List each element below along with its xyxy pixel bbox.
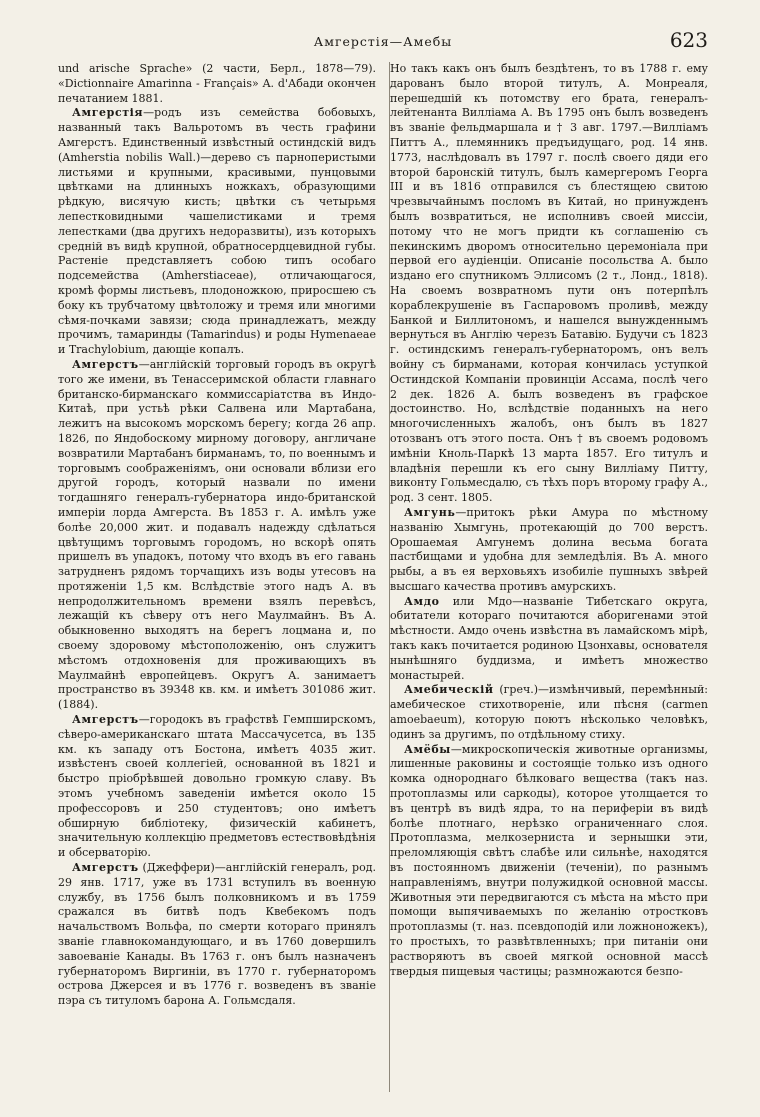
dictionary-entry bbox=[58, 62, 376, 106]
entry-headword: Амдо bbox=[404, 594, 440, 608]
entry-headword: Амебическій bbox=[404, 683, 494, 697]
entry-text: und arische Sprache» (2 части, Берл., 1878—79). «Dictionnaire Amarinna - Français» A. d'Абади окончен печатанием 1881. bbox=[58, 62, 376, 105]
entry-text: —англійскій торговый городъ въ округѣ того же имени, въ Тенассеримской области главнаго британско-бирманскаго коммиссаріатства въ Индо-Китаѣ, при устьѣ рѣки Салвена или Мартабана, лежитъ на высокомъ морскомъ берегу; когда 26 апр. 1826, по Яндобоскому мирному договору, англичане возвратили Мартабанъ бирманамъ, то, по военнымъ и торговымъ соображеніямъ, они основали вблизи его другой городъ, который назвали по имени тогдашняго генералъ-губернатора индо-британской имперіи лорда Амгерста. Въ 1853 г. А. имѣлъ уже болѣе 20,000 жит. и подавалъ надежду сдѣлаться цвѣтущимъ торговымъ городомъ, но вскорѣ опять пришелъ въ упадокъ, потому что входъ въ его гавань затрудненъ рядомъ торчащихъ изъ воды утесовъ на протяженіи 1,5 км. Вслѣдствіе этого надъ А. въ непродолжительномъ времени взялъ перевѣсъ, лежащій къ сѣверу отъ него Маулмайнъ. Въ А. обыкновенно выходятъ на берегъ лоцмана и, по своему здоровому мѣстоположенію, онъ служитъ мѣстомъ отдохновенія для проживающихъ въ Маулмайнѣ европейцевъ. Округъ А. занимаетъ пространство въ 39348 кв. км. и имѣетъ 301086 жит. (1884). bbox=[58, 357, 376, 712]
dictionary-entry bbox=[58, 358, 376, 713]
dictionary-entry bbox=[58, 106, 376, 358]
entry-headword: Амгерстъ bbox=[72, 357, 139, 371]
page-header bbox=[58, 28, 708, 52]
dictionary-entry bbox=[58, 861, 376, 1009]
entry-text: (греч.)—измѣнчивый, перемѣнный: амебическое стихотвореніе, или пѣсня (carmen amoebaeum), которую поютъ нѣсколько человѣкъ, одинъ за другимъ, по отдѣльному стиху. bbox=[390, 683, 708, 741]
entry-text: (Джеффери)—англійскій генералъ, род. 29 янв. 1717, уже въ 1731 вступилъ въ военную службу, въ 1756 былъ полковникомъ и въ 1759 сражался въ битвѣ подъ Квебекомъ подъ начальствомъ Вольфа, по смерти котораго принялъ званіе главнокомандующаго, и въ 1760 довершилъ завоеваніе Канады. Въ 1763 г. онъ былъ назначенъ губернаторомъ Виргиніи, въ 1770 г. губернаторомъ острова Джерсея и въ 1776 г. возведенъ въ званіе пэра съ титуломъ барона А. Гольмсдаля. bbox=[58, 861, 376, 1008]
entry-headword: Амёбы bbox=[404, 742, 451, 756]
entry-headword: Амгерстъ bbox=[72, 713, 139, 727]
entry-headword: Амгунь bbox=[404, 505, 456, 519]
entry-text: —городокъ въ графствѣ Гемпширскомъ, сѣверо-американскаго штата Массачусетса, въ 135 км. къ западу отъ Бостона, имѣетъ 4035 жит. извѣстенъ своей коллегіей, основанной въ 1821 и быстро пріобрѣвшей довольно громкую славу. Въ этомъ учебномъ заведеніи имѣется около 15 профессоровъ и 250 студентовъ; оно имѣетъ обширную библіотеку, физическій кабинетъ, значительную коллекцію предметовъ естествовѣдѣнія и обсерваторію. bbox=[58, 713, 376, 860]
dictionary-entry bbox=[390, 595, 708, 684]
dictionary-entry bbox=[390, 62, 708, 506]
entry-text: Но такъ какъ онъ былъ бездѣтенъ, то въ 1788 г. ему дарованъ было второй титулъ, А. Монреаля, перешедшій къ потомству его брата, генералъ-лейтенанта Вилліама А. Въ 1795 онъ былъ возведенъ въ званіе фельдмаршала и † 3 авг. 1797.—Вилліамъ Питтъ А., племянникъ предъидущаго, род. 14 янв. 1773, наслѣдовалъ въ 1797 г. послѣ своего дяди его второй баронскій титулъ, былъ камергеромъ Георга III и въ 1816 отправился съ блестящею свитою чрезвычайнымъ посломъ въ Китай, но принужденъ былъ возвратиться, не исполнивъ своей миссіи, потому что не могъ придти къ соглашенію съ пекинскимъ дворомъ относительно церемоніала при первой его аудіенціи. Описаніе посольства А. было издано его спутникомъ Эллисомъ (2 т., Лонд., 1818). На своемъ возвратномъ пути онъ потерпѣлъ кораблекрушеніе въ Гаспаровомъ проливѣ, между Банкой и Биллитономъ, и нашелся вынужденнымъ вернуться въ Англію черезъ Батавію. Будучи съ 1823 г. остиндскимъ генералъ-губернаторомъ, онъ велъ войну съ бирманами, которая кончилась уступкой Остиндской Компаніи провинціи Ассама, послѣ чего 2 дек. 1826 А. былъ возведенъ въ графское достоинство. Но, вслѣдствіе поданныхъ на него многочисленныхъ жалобъ, онъ былъ въ 1827 отозванъ отъ этого поста. Онъ † въ своемъ родовомъ имѣніи Кноль-Паркѣ 13 марта 1857. Его титулъ и владѣнія перешли къ его сыну Вилліаму Питту, виконту Гольмесдалю, съ тѣхъ поръ второму графу А., род. 3 сент. 1805. bbox=[390, 62, 708, 505]
entry-headword: Амгерстія bbox=[72, 106, 144, 120]
dictionary-entry bbox=[390, 743, 708, 980]
dictionary-entry bbox=[390, 506, 708, 595]
dictionary-entry bbox=[390, 683, 708, 742]
entry-text: —микроскопическія животные организмы, лишенные раковины и состоящіе только изъ одного комка однороднаго бѣлковаго вещества (такъ наз. протоплазмы или саркоды), которое утолщается то въ центрѣ въ видѣ ядра, то на периферіи въ видѣ болѣе плотнаго, нерѣзко ограниченнаго слоя. Протоплазма, мелкозерниста и зернышки эти, преломляющія свѣтъ слабѣе или сильнѣе, находятся въ постоянномъ движеніи (теченіи), по разнымъ направленіямъ, внутри полужидкой основной массы. Животныя эти передвигаются съ мѣста на мѣсто при помощи выпячиваемыхъ по желанію отростковъ протоплазмы (т. наз. псевдоподій или ложноножекъ), то простыхъ, то развѣтвленныхъ; при питаніи они растворяютъ въ своей мягкой основной массѣ твердыя пищевыя частицы; размножаются безпо- bbox=[390, 742, 708, 978]
entry-headword: Амгерстъ bbox=[72, 861, 139, 875]
column-divider bbox=[389, 62, 390, 1092]
running-title: Амгерстія—Амебы bbox=[313, 34, 453, 49]
entry-text: —притокъ рѣки Амура по мѣстному названію Хымгунь, протекающій до 700 верстъ. Орошаемая Амгунемъ долина весьма богата пастбищами и удобна для земледѣлія. Въ А. много рыбы, а въ ея верховьяхъ изобиліе пушныхъ звѣрей высшаго качества противъ амурскихъ. bbox=[390, 505, 708, 593]
entry-text: или Мдо—названіе Тибетскаго округа, обитатели котораго почитаются аборигенами этой мѣстности. Амдо очень извѣстна въ ламайскомъ мірѣ, такъ какъ почитается родиною Цзонхавы, основателя нынѣшняго буддизма, и имѣетъ множество монастырей. bbox=[390, 594, 708, 682]
text-columns bbox=[58, 62, 708, 1102]
left-column bbox=[58, 62, 376, 1102]
right-column bbox=[390, 62, 708, 1102]
dictionary-entry bbox=[58, 713, 376, 861]
entry-text: —родъ изъ семейства бобовыхъ, названный такъ Вальротомъ въ честь графини Амгерстъ. Единственный извѣстный остиндскій видъ (Amherstia nobilis Wall.)—дерево съ парноперистыми листьями и крупными, красивыми, пунцовыми цвѣтками на длинныхъ ножкахъ, образующими рѣдкую, висячую кисть; цвѣтки съ четырьмя лепестковидными чашелистиками и тремя лепестками (два другихъ недоразвиты), изъ которыхъ средній въ видѣ крупной, обратносердцевидной губы. Растеніе представляетъ собою типъ особаго подсемейства (Amherstiaceae), отличающагося, кромѣ формы листьевъ, плодоножкою, приросшею съ боку къ трубчатому цвѣтоложу и тремя или многими сѣмя-почками завязи; сюда принадлежатъ, между прочимъ, тамаринды (Tamarindus) и роды Hymenaeae и Trachylobium, дающіе копалъ. bbox=[58, 106, 376, 357]
page-number: 623 bbox=[669, 28, 708, 52]
